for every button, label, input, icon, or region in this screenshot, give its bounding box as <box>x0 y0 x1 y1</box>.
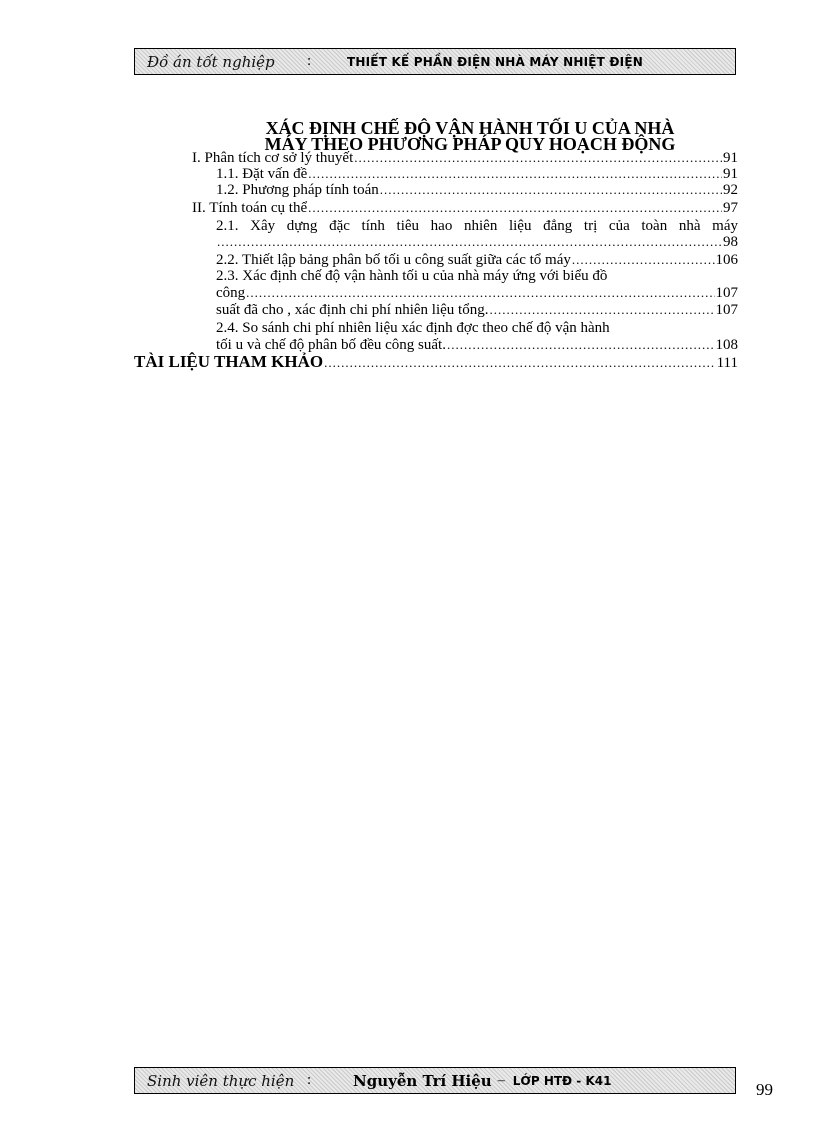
toc-entry-page: 111 <box>716 355 738 371</box>
toc-entry-page: 107 <box>715 285 738 301</box>
toc-entry-2-2[interactable] <box>216 252 738 268</box>
toc-entry-label: công <box>216 285 246 301</box>
toc-leader-dots <box>447 337 715 353</box>
toc-entry-1-2[interactable] <box>216 182 738 198</box>
toc-entry-label: tối u và chế độ phân bố đều công suất. <box>216 337 446 353</box>
toc-entry-2-1-line-1[interactable]: 2.1. Xây dựng đặc tính tiêu hao nhiên liệu đẳng trị của toàn nhà máy <box>216 218 738 234</box>
toc-entry-label: II. Tính toán cụ thể <box>192 200 308 216</box>
toc-entry-2-4-line-1[interactable]: 2.4. So sánh chi phí nhiên liệu xác định đợc theo chế độ vận hành <box>216 320 610 336</box>
header-colon: : <box>307 53 312 69</box>
toc-entry-1-1[interactable] <box>216 166 738 182</box>
header-topic: THIẾT KẾ PHẦN ĐIỆN NHÀ MÁY NHIỆT ĐIỆN <box>347 54 643 69</box>
toc-leader-dots <box>380 182 722 198</box>
section-title-line-2: MÁY THEO PHƯƠNG PHÁP QUY HOẠCH ĐỘNG <box>264 134 676 154</box>
toc-entry-references[interactable] <box>134 354 738 371</box>
toc-entry-label: suất đã cho , xác định chi phí nhiên liệu tổng. <box>216 302 489 318</box>
footer-dash: – <box>497 1072 505 1088</box>
footer-class-label: LỚP HTĐ - K41 <box>512 1073 612 1088</box>
toc-entry-label: 1.1. Đặt vấn đề <box>216 166 308 182</box>
page-number: 99 <box>756 1080 773 1099</box>
toc-leader-dots <box>217 234 722 250</box>
toc-entry-page: 92 <box>723 182 738 198</box>
toc-entry-label: 1.2. Phương pháp tính toán <box>216 182 379 198</box>
footer-colon: : <box>307 1072 312 1088</box>
footer-student-label: Sinh viên thực hiện <box>147 1071 295 1090</box>
toc-entry-2-4-line-2[interactable] <box>216 337 738 353</box>
toc-entry-page: 107 <box>715 302 738 318</box>
page-footer <box>134 1067 736 1094</box>
page-header <box>134 48 736 75</box>
toc-leader-dots <box>246 285 714 301</box>
toc-leader-dots <box>324 355 716 371</box>
toc-entry-page: 91 <box>723 166 738 182</box>
toc-entry-label: TÀI LIỆU THAM KHẢO <box>134 352 324 371</box>
toc-entry-page: 98 <box>723 234 738 250</box>
toc-entry-i[interactable] <box>192 150 738 166</box>
header-project-label: Đồ án tốt nghiệp <box>147 52 275 71</box>
toc-entry-label: I. Phân tích cơ sở lý thuyết <box>192 150 354 166</box>
toc-leader-dots <box>354 150 722 166</box>
toc-entry-ii[interactable] <box>192 200 738 216</box>
toc-entry-2-1-line-2[interactable] <box>216 234 738 250</box>
toc-entry-page: 106 <box>715 252 738 268</box>
footer-author-name: Nguyễn Trí Hiệu <box>353 1071 492 1090</box>
toc-entry-page: 97 <box>723 200 738 216</box>
toc-entry-label: 2.2. Thiết lập bảng phân bố tối u công suất giữa các tổ máy <box>216 252 571 268</box>
toc-entry-2-3-line-1[interactable]: 2.3. Xác định chế độ vận hành tối u của nhà máy ứng với biểu đồ <box>216 268 608 284</box>
toc-entry-2-3-line-3[interactable] <box>216 302 738 318</box>
toc-entry-page: 91 <box>723 150 738 166</box>
toc-leader-dots <box>308 200 722 216</box>
toc-leader-dots <box>489 302 714 318</box>
toc-entry-page: 108 <box>715 337 738 353</box>
toc-leader-dots <box>572 252 715 268</box>
toc-leader-dots <box>308 166 722 182</box>
section-title-line-1: XÁC ĐỊNH CHẾ ĐỘ VẬN HÀNH TỐI U CỦA NHÀ <box>265 118 675 138</box>
toc-entry-2-3-line-2[interactable] <box>216 285 738 301</box>
